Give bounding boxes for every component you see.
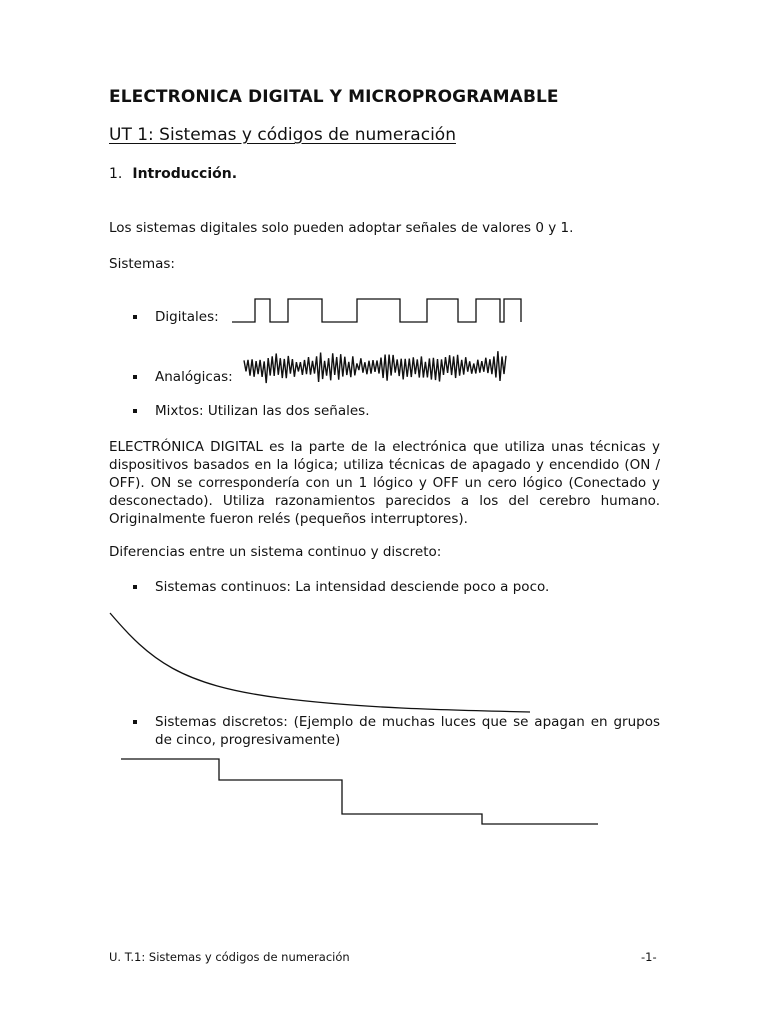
section-heading — [109, 166, 237, 182]
document-title: ELECTRONICA DIGITAL Y MICROPROGRAMABLE — [109, 87, 559, 107]
intro-text: Los sistemas digitales solo pueden adoptar señales de valores 0 y 1. — [109, 220, 574, 236]
bullet-mixtos: Mixtos: Utilizan las dos señales. — [155, 403, 370, 419]
electronica-digital-paragraph: ELECTRÓNICA DIGITAL es la parte de la electrónica que utiliza unas técnicas y dispositivos basados en la lógica; utiliza técnicas de apagado y encendido (ON / OFF). ON se correspondería con un 1 lógico y OFF un cero lógico (Conectado y desconectado). Utiliza razonamientos parecidos a los del cerebro humano. Originalmente fueron relés (pequeños interruptores). — [109, 439, 660, 527]
section-label: Introducción. — [132, 166, 238, 182]
bullet-analogicas: Analógicas: — [155, 369, 233, 385]
section-number: 1. — [109, 166, 123, 182]
footer-unit-title: U. T.1: Sistemas y códigos de numeración — [109, 950, 350, 964]
diferencias-text: Diferencias entre un sistema continuo y discreto: — [109, 544, 442, 560]
unit-subtitle: UT 1: Sistemas y códigos de numeración — [109, 125, 456, 145]
bullet-continuos: Sistemas continuos: La intensidad desciende poco a poco. — [155, 579, 550, 595]
footer-page-number: -1- — [641, 950, 657, 964]
bullet-digitales: Digitales: — [155, 309, 219, 325]
bullet-discretos: Sistemas discretos: (Ejemplo de muchas luces que se apagan en grupos de cinco, progresivamente) — [155, 714, 660, 748]
sistemas-label: Sistemas: — [109, 256, 175, 272]
